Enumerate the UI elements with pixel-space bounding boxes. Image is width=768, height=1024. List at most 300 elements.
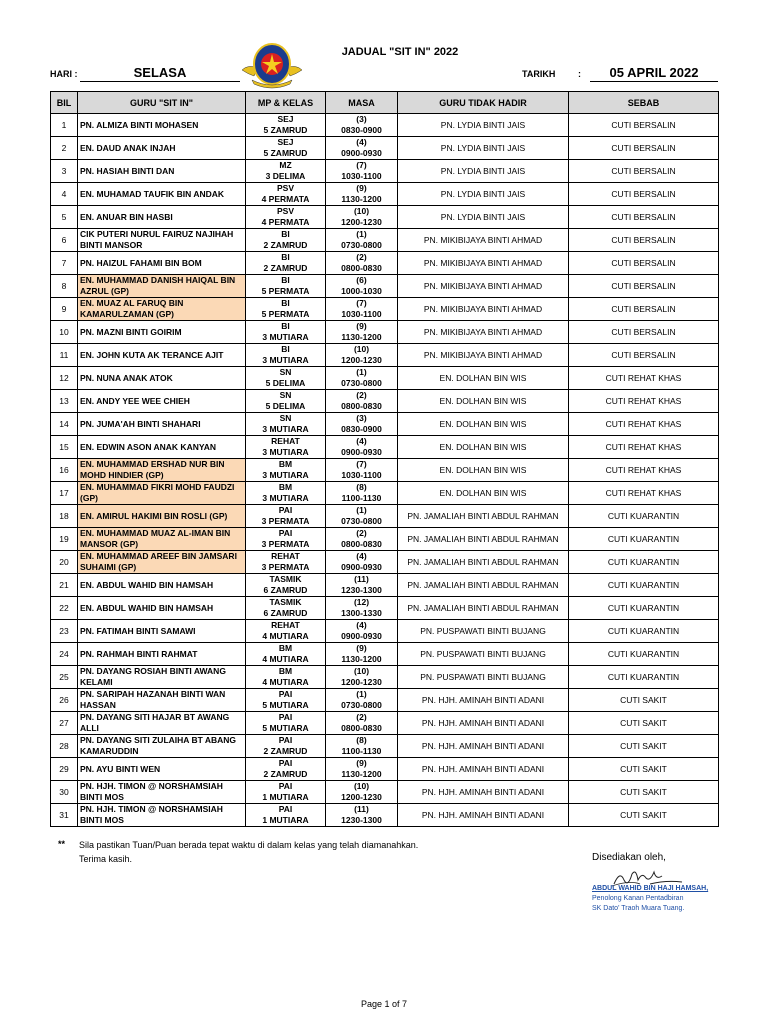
cell-guru-tidak-hadir: EN. DOLHAN BIN WIS (398, 482, 569, 505)
cell-guru-tidak-hadir: PN. JAMALIAH BINTI ABDUL RAHMAN (398, 597, 569, 620)
cell-mp-kelas (246, 528, 326, 551)
cell-time: 1130-1200 (341, 769, 382, 779)
cell-time: 1130-1200 (341, 332, 382, 342)
cell-guru-sit-in: PN. FATIMAH BINTI SAMAWI (78, 620, 246, 643)
cell-kelas: 5 MUTIARA (262, 723, 309, 733)
cell-guru-tidak-hadir: PN. JAMALIAH BINTI ABDUL RAHMAN (398, 574, 569, 597)
cell-bil: 9 (51, 298, 78, 321)
cell-sebab: CUTI KUARANTIN (569, 597, 719, 620)
cell-mp: PAI (278, 505, 293, 515)
cell-bil: 21 (51, 574, 78, 597)
cell-guru-tidak-hadir: PN. LYDIA BINTI JAIS (398, 160, 569, 183)
cell-guru-sit-in: EN. ANDY YEE WEE CHIEH (78, 390, 246, 413)
cell-mp: SEJ (277, 137, 294, 147)
cell-kelas: 5 ZAMRUD (263, 148, 308, 158)
cell-guru-tidak-hadir: PN. JAMALIAH BINTI ABDUL RAHMAN (398, 528, 569, 551)
cell-guru-sit-in: PN. HAIZUL FAHAMI BIN BOM (78, 252, 246, 275)
cell-masa (326, 367, 398, 390)
note-line-2: Terima kasih. (79, 854, 133, 864)
cell-bil: 10 (51, 321, 78, 344)
cell-time: 0800-0830 (341, 401, 382, 411)
cell-mp-kelas (246, 459, 326, 482)
cell-sebab: CUTI BERSALIN (569, 298, 719, 321)
cell-slot: (11) (354, 804, 369, 814)
cell-guru-tidak-hadir: PN. MIKIBIJAYA BINTI AHMAD (398, 344, 569, 367)
cell-kelas: 5 DELIMA (265, 378, 306, 388)
cell-masa (326, 597, 398, 620)
school-logo-icon (240, 40, 304, 90)
cell-mp-kelas (246, 643, 326, 666)
cell-masa (326, 252, 398, 275)
table-header-row (51, 92, 719, 114)
cell-slot: (4) (356, 137, 367, 147)
table-row (51, 344, 719, 367)
cell-kelas: 6 ZAMRUD (263, 585, 308, 595)
cell-masa (326, 413, 398, 436)
col-header-bil: BIL (51, 92, 78, 114)
cell-guru-tidak-hadir: PN. LYDIA BINTI JAIS (398, 183, 569, 206)
table-row (51, 298, 719, 321)
table-row (51, 229, 719, 252)
cell-sebab: CUTI SAKIT (569, 735, 719, 758)
cell-bil: 30 (51, 781, 78, 804)
cell-mp-kelas (246, 505, 326, 528)
cell-masa (326, 459, 398, 482)
cell-mp-kelas (246, 252, 326, 275)
cell-kelas: 2 ZAMRUD (263, 263, 308, 273)
cell-bil: 1 (51, 114, 78, 137)
cell-guru-tidak-hadir: PN. HJH. AMINAH BINTI ADANI (398, 804, 569, 827)
cell-mp: BM (278, 666, 293, 676)
table-row (51, 137, 719, 160)
cell-mp: BI (281, 344, 290, 354)
cell-masa (326, 275, 398, 298)
cell-mp: REHAT (271, 551, 300, 561)
cell-sebab: CUTI BERSALIN (569, 183, 719, 206)
cell-guru-tidak-hadir: EN. DOLHAN BIN WIS (398, 459, 569, 482)
cell-mp: REHAT (271, 620, 300, 630)
cell-sebab: CUTI SAKIT (569, 712, 719, 735)
cell-sebab: CUTI REHAT KHAS (569, 413, 719, 436)
prepared-by-school: SK Dato' Traoh Muara Tuang. (592, 905, 685, 912)
cell-masa (326, 666, 398, 689)
table-row (51, 528, 719, 551)
cell-guru-sit-in: EN. DAUD ANAK INJAH (78, 137, 246, 160)
cell-time: 1200-1230 (341, 677, 382, 687)
table-row (51, 482, 719, 505)
cell-guru-sit-in: PN. DAYANG SITI ZULAIHA BT ABANG KAMARUDDIN (78, 735, 246, 758)
cell-guru-sit-in: PN. RAHMAH BINTI RAHMAT (78, 643, 246, 666)
cell-masa (326, 183, 398, 206)
cell-mp-kelas (246, 597, 326, 620)
cell-slot: (9) (356, 183, 367, 193)
cell-masa (326, 344, 398, 367)
cell-kelas: 3 MUTIARA (262, 332, 309, 342)
table-row (51, 735, 719, 758)
cell-masa (326, 505, 398, 528)
cell-slot: (2) (356, 712, 367, 722)
cell-sebab: CUTI KUARANTIN (569, 620, 719, 643)
cell-bil: 19 (51, 528, 78, 551)
cell-kelas: 3 MUTIARA (262, 424, 309, 434)
col-header-mp-kelas: MP & KELAS (246, 92, 326, 114)
cell-sebab: CUTI KUARANTIN (569, 505, 719, 528)
cell-mp-kelas (246, 551, 326, 574)
cell-mp: BI (281, 298, 290, 308)
cell-guru-tidak-hadir: PN. LYDIA BINTI JAIS (398, 137, 569, 160)
cell-slot: (10) (353, 344, 370, 354)
cell-guru-tidak-hadir: PN. MIKIBIJAYA BINTI AHMAD (398, 252, 569, 275)
cell-mp-kelas (246, 321, 326, 344)
cell-masa (326, 804, 398, 827)
cell-mp-kelas (246, 160, 326, 183)
cell-guru-sit-in: EN. ANUAR BIN HASBI (78, 206, 246, 229)
cell-bil: 29 (51, 758, 78, 781)
cell-guru-sit-in: EN. MUHAMMAD AREEF BIN JAMSARI SUHAIMI (GP) (78, 551, 246, 574)
cell-mp: BI (281, 229, 290, 239)
cell-time: 1030-1100 (341, 171, 382, 181)
col-header-masa: MASA (326, 92, 398, 114)
table-row (51, 758, 719, 781)
cell-masa (326, 390, 398, 413)
cell-slot: (1) (356, 689, 367, 699)
cell-guru-tidak-hadir: PN. JAMALIAH BINTI ABDUL RAHMAN (398, 551, 569, 574)
cell-time: 1300-1330 (341, 608, 382, 618)
cell-time: 1100-1130 (341, 746, 382, 756)
cell-mp: BM (278, 482, 293, 492)
cell-guru-tidak-hadir: PN. HJH. AMINAH BINTI ADANI (398, 781, 569, 804)
cell-kelas: 1 MUTIARA (262, 792, 309, 802)
cell-time: 0830-0900 (341, 424, 382, 434)
cell-time: 1100-1130 (341, 493, 382, 503)
cell-time: 1200-1230 (341, 355, 382, 365)
cell-slot: (4) (356, 620, 367, 630)
col-header-sebab: SEBAB (569, 92, 719, 114)
cell-guru-tidak-hadir: PN. HJH. AMINAH BINTI ADANI (398, 758, 569, 781)
cell-kelas: 3 MUTIARA (262, 447, 309, 457)
cell-sebab: CUTI BERSALIN (569, 252, 719, 275)
cell-masa (326, 643, 398, 666)
cell-slot: (4) (356, 551, 367, 561)
cell-guru-tidak-hadir: PN. HJH. AMINAH BINTI ADANI (398, 712, 569, 735)
cell-masa (326, 620, 398, 643)
cell-kelas: 4 PERMATA (261, 194, 310, 204)
cell-time: 0730-0800 (341, 700, 382, 710)
cell-bil: 18 (51, 505, 78, 528)
cell-bil: 5 (51, 206, 78, 229)
table-row (51, 436, 719, 459)
cell-bil: 25 (51, 666, 78, 689)
cell-bil: 3 (51, 160, 78, 183)
cell-bil: 12 (51, 367, 78, 390)
table-row (51, 390, 719, 413)
cell-mp: MZ (279, 160, 292, 170)
cell-kelas: 3 PERMATA (261, 562, 310, 572)
cell-masa (326, 206, 398, 229)
cell-time: 0800-0830 (341, 263, 382, 273)
cell-guru-sit-in: PN. AYU BINTI WEN (78, 758, 246, 781)
cell-slot: (12) (353, 597, 370, 607)
cell-kelas: 4 MUTIARA (262, 654, 309, 664)
cell-slot: (9) (356, 643, 367, 653)
table-row (51, 712, 719, 735)
cell-bil: 7 (51, 252, 78, 275)
cell-time: 0900-0930 (341, 631, 382, 641)
cell-kelas: 5 ZAMRUD (263, 125, 308, 135)
cell-kelas: 3 MUTIARA (262, 470, 309, 480)
cell-time: 0830-0900 (341, 125, 382, 135)
cell-mp-kelas (246, 183, 326, 206)
cell-mp-kelas (246, 781, 326, 804)
cell-masa (326, 574, 398, 597)
cell-guru-tidak-hadir: PN. PUSPAWATI BINTI BUJANG (398, 643, 569, 666)
table-row (51, 505, 719, 528)
cell-masa (326, 298, 398, 321)
cell-time: 1130-1200 (341, 194, 382, 204)
cell-bil: 28 (51, 735, 78, 758)
cell-kelas: 5 PERMATA (261, 309, 310, 319)
cell-bil: 22 (51, 597, 78, 620)
table-row (51, 666, 719, 689)
cell-sebab: CUTI SAKIT (569, 758, 719, 781)
cell-bil: 2 (51, 137, 78, 160)
cell-time: 0730-0800 (341, 516, 382, 526)
cell-guru-sit-in: PN. DAYANG ROSIAH BINTI AWANG KELAMI (78, 666, 246, 689)
cell-mp: BI (281, 275, 290, 285)
cell-sebab: CUTI REHAT KHAS (569, 482, 719, 505)
cell-mp-kelas (246, 137, 326, 160)
cell-sebab: CUTI KUARANTIN (569, 551, 719, 574)
cell-bil: 15 (51, 436, 78, 459)
cell-slot: (1) (356, 367, 367, 377)
cell-kelas: 3 PERMATA (261, 539, 310, 549)
cell-time: 1030-1100 (341, 470, 382, 480)
cell-mp: PAI (278, 758, 293, 768)
cell-kelas: 3 PERMATA (261, 516, 310, 526)
cell-bil: 31 (51, 804, 78, 827)
table-row (51, 206, 719, 229)
cell-mp: PAI (278, 689, 293, 699)
cell-guru-sit-in: EN. AMIRUL HAKIMI BIN ROSLI (GP) (78, 505, 246, 528)
table-row (51, 413, 719, 436)
cell-kelas: 5 MUTIARA (262, 700, 309, 710)
table-row (51, 160, 719, 183)
cell-sebab: CUTI REHAT KHAS (569, 436, 719, 459)
cell-sebab: CUTI SAKIT (569, 781, 719, 804)
cell-mp-kelas (246, 367, 326, 390)
cell-kelas: 3 MUTIARA (262, 355, 309, 365)
note-line-1: Sila pastikan Tuan/Puan berada tepat waktu di dalam kelas yang telah diamanahkan. (79, 840, 419, 850)
cell-bil: 6 (51, 229, 78, 252)
cell-mp-kelas (246, 206, 326, 229)
cell-sebab: CUTI BERSALIN (569, 275, 719, 298)
cell-mp-kelas (246, 482, 326, 505)
cell-sebab: CUTI REHAT KHAS (569, 459, 719, 482)
cell-sebab: CUTI KUARANTIN (569, 643, 719, 666)
table-row (51, 597, 719, 620)
cell-guru-sit-in: EN. MUHAMMAD FIKRI MOHD FAUDZI (GP) (78, 482, 246, 505)
cell-time: 1200-1230 (341, 792, 382, 802)
cell-mp: PAI (278, 735, 293, 745)
cell-slot: (6) (356, 275, 367, 285)
cell-sebab: CUTI KUARANTIN (569, 574, 719, 597)
cell-bil: 4 (51, 183, 78, 206)
cell-guru-tidak-hadir: EN. DOLHAN BIN WIS (398, 367, 569, 390)
cell-mp-kelas (246, 229, 326, 252)
cell-guru-tidak-hadir: PN. MIKIBIJAYA BINTI AHMAD (398, 275, 569, 298)
cell-masa (326, 712, 398, 735)
cell-sebab: CUTI BERSALIN (569, 229, 719, 252)
cell-mp: PAI (278, 804, 293, 814)
cell-slot: (1) (356, 505, 367, 515)
cell-mp: SN (279, 413, 292, 423)
cell-sebab: CUTI BERSALIN (569, 160, 719, 183)
cell-sebab: CUTI KUARANTIN (569, 666, 719, 689)
cell-slot: (3) (356, 114, 367, 124)
cell-kelas: 5 DELIMA (265, 401, 306, 411)
note-marker: ** (58, 839, 66, 849)
cell-mp-kelas (246, 804, 326, 827)
cell-bil: 20 (51, 551, 78, 574)
cell-guru-sit-in: PN. ALMIZA BINTI MOHASEN (78, 114, 246, 137)
cell-slot: (10) (353, 666, 370, 676)
cell-bil: 26 (51, 689, 78, 712)
page-number: Page 1 of 7 (360, 999, 408, 1009)
cell-sebab: CUTI BERSALIN (569, 321, 719, 344)
cell-masa (326, 114, 398, 137)
table-row (51, 114, 719, 137)
prepared-by-position: Penolong Kanan Pentadbiran (592, 895, 684, 902)
cell-time: 0900-0930 (341, 447, 382, 457)
cell-masa (326, 229, 398, 252)
table-row (51, 367, 719, 390)
cell-sebab: CUTI BERSALIN (569, 344, 719, 367)
cell-bil: 23 (51, 620, 78, 643)
cell-sebab: CUTI REHAT KHAS (569, 390, 719, 413)
cell-slot: (2) (356, 390, 367, 400)
cell-kelas: 2 ZAMRUD (263, 769, 308, 779)
cell-masa (326, 528, 398, 551)
cell-mp-kelas (246, 689, 326, 712)
cell-bil: 8 (51, 275, 78, 298)
cell-mp-kelas (246, 298, 326, 321)
cell-bil: 24 (51, 643, 78, 666)
cell-mp: PAI (278, 781, 293, 791)
cell-bil: 16 (51, 459, 78, 482)
cell-mp-kelas (246, 758, 326, 781)
cell-kelas: 4 MUTIARA (262, 677, 309, 687)
cell-mp-kelas (246, 436, 326, 459)
cell-guru-sit-in: CIK PUTERI NURUL FAIRUZ NAJIHAH BINTI MANSOR (78, 229, 246, 252)
cell-guru-sit-in: EN. EDWIN ASON ANAK KANYAN (78, 436, 246, 459)
table-row (51, 551, 719, 574)
hari-label: HARI : (50, 69, 78, 79)
cell-mp-kelas (246, 735, 326, 758)
cell-guru-tidak-hadir: PN. MIKIBIJAYA BINTI AHMAD (398, 321, 569, 344)
cell-guru-tidak-hadir: PN. PUSPAWATI BINTI BUJANG (398, 666, 569, 689)
cell-slot: (1) (356, 229, 367, 239)
cell-guru-tidak-hadir: EN. DOLHAN BIN WIS (398, 436, 569, 459)
cell-guru-sit-in: EN. MUHAMAD TAUFIK BIN ANDAK (78, 183, 246, 206)
cell-masa (326, 160, 398, 183)
table-row (51, 275, 719, 298)
cell-time: 1230-1300 (341, 815, 382, 825)
cell-slot: (2) (356, 528, 367, 538)
cell-mp: SEJ (277, 114, 294, 124)
cell-guru-sit-in: PN. JUMA'AH BINTI SHAHARI (78, 413, 246, 436)
cell-sebab: CUTI SAKIT (569, 689, 719, 712)
cell-guru-sit-in: PN. NUNA ANAK ATOK (78, 367, 246, 390)
cell-mp-kelas (246, 620, 326, 643)
col-header-guru-tidak-hadir: GURU TIDAK HADIR (398, 92, 569, 114)
cell-kelas: 4 MUTIARA (262, 631, 309, 641)
cell-kelas: 3 MUTIARA (262, 493, 309, 503)
cell-mp-kelas (246, 344, 326, 367)
cell-bil: 27 (51, 712, 78, 735)
tarikh-colon: : (578, 69, 581, 79)
cell-slot: (4) (356, 436, 367, 446)
cell-kelas: 3 DELIMA (265, 171, 306, 181)
cell-guru-tidak-hadir: PN. HJH. AMINAH BINTI ADANI (398, 689, 569, 712)
cell-slot: (9) (356, 758, 367, 768)
cell-time: 0730-0800 (341, 378, 382, 388)
cell-bil: 11 (51, 344, 78, 367)
cell-mp: BM (278, 459, 293, 469)
cell-sebab: CUTI KUARANTIN (569, 528, 719, 551)
cell-guru-sit-in: EN. MUHAMMAD MUAZ AL-IMAN BIN MANSOR (GP) (78, 528, 246, 551)
table-row (51, 321, 719, 344)
prepared-by-label: Disediakan oleh, (592, 852, 666, 863)
cell-masa (326, 781, 398, 804)
cell-mp: PSV (276, 206, 294, 216)
cell-guru-sit-in: EN. MUHAMMAD ERSHAD NUR BIN MOHD HINDIER (GP) (78, 459, 246, 482)
cell-guru-sit-in: EN. ABDUL WAHID BIN HAMSAH (78, 574, 246, 597)
cell-slot: (2) (356, 252, 367, 262)
cell-guru-tidak-hadir: PN. HJH. AMINAH BINTI ADANI (398, 735, 569, 758)
cell-time: 0900-0930 (341, 148, 382, 158)
cell-guru-tidak-hadir: EN. DOLHAN BIN WIS (398, 413, 569, 436)
cell-sebab: CUTI REHAT KHAS (569, 367, 719, 390)
cell-slot: (3) (356, 413, 367, 423)
cell-sebab: CUTI BERSALIN (569, 137, 719, 160)
cell-masa (326, 758, 398, 781)
cell-mp: PSV (276, 183, 294, 193)
cell-slot: (7) (356, 160, 367, 170)
cell-guru-sit-in: EN. MUAZ AL FARUQ BIN KAMARULZAMAN (GP) (78, 298, 246, 321)
tarikh-label: TARIKH (522, 69, 556, 79)
cell-kelas: 5 PERMATA (261, 286, 310, 296)
cell-slot: (7) (356, 459, 367, 469)
cell-masa (326, 735, 398, 758)
cell-time: 0730-0800 (341, 240, 382, 250)
sit-in-table (50, 91, 719, 827)
table-row (51, 620, 719, 643)
cell-guru-sit-in: PN. SARIPAH HAZANAH BINTI WAN HASSAN (78, 689, 246, 712)
cell-mp: PAI (278, 528, 293, 538)
cell-masa (326, 436, 398, 459)
cell-time: 0800-0830 (341, 539, 382, 549)
cell-masa (326, 482, 398, 505)
cell-guru-sit-in: PN. MAZNI BINTI GOIRIM (78, 321, 246, 344)
table-row (51, 804, 719, 827)
cell-guru-sit-in: EN. ABDUL WAHID BIN HAMSAH (78, 597, 246, 620)
cell-mp-kelas (246, 574, 326, 597)
cell-slot: (11) (354, 574, 369, 584)
cell-guru-sit-in: PN. HJH. TIMON @ NORSHAMSIAH BINTI MOS (78, 781, 246, 804)
cell-masa (326, 551, 398, 574)
prepared-by-name: ABDUL WAHID BIN HAJI HAMSAH, (592, 885, 709, 892)
cell-sebab: CUTI BERSALIN (569, 114, 719, 137)
